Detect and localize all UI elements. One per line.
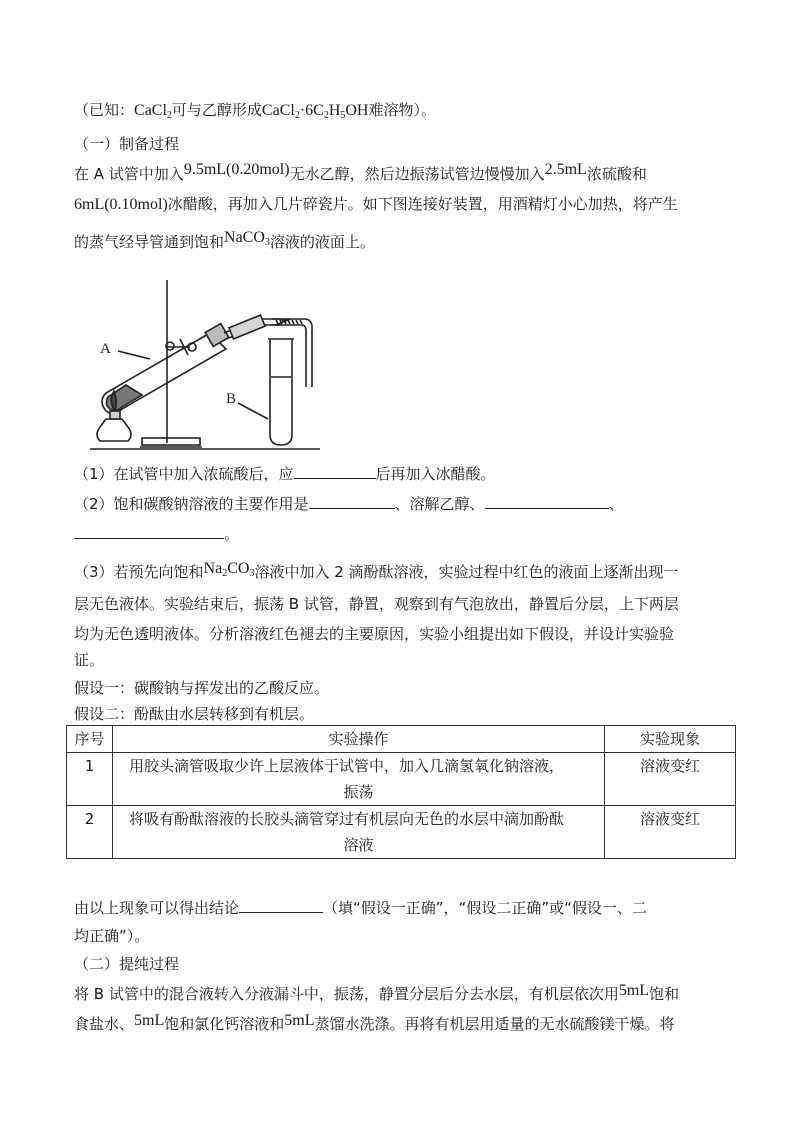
answer-blank-1[interactable] xyxy=(294,464,376,479)
formula-cacl2: CaCl$_2$ xyxy=(134,102,172,121)
purify-line-2: 食盐水、5mL饱和氯化钙溶液和5mL蒸馏水洗涤。再将有机层用适量的无水硫酸镁干燥。将 xyxy=(74,1012,675,1033)
question-3-line-1: （3）若预先向饱和$Na_2CO_3$溶液中加入 2 滴酚酞溶液，实验过程中红色的液面上逐渐出现一 xyxy=(74,560,679,581)
hypothesis-2: 假设二：酚酞由水层转移到有机层。 xyxy=(74,705,315,723)
row-1-phenomenon: 溶液变红 xyxy=(605,753,736,806)
answer-blank-3[interactable] xyxy=(239,898,323,913)
conclusion-line-1: 由以上现象可以得出结论 （填“假设一正确”，“假设二正确”或“假设一、二 xyxy=(74,899,647,917)
alcohol-lamp xyxy=(97,419,131,441)
acid-amount: 2.5mL xyxy=(544,161,587,178)
row-2-no: 2 xyxy=(67,806,113,859)
known-note xyxy=(74,100,436,121)
hypothesis-1: 假设一：碳酸钠与挥发出的乙酸反应。 xyxy=(74,679,330,697)
purify-line-1: 将 B 试管中的混合液转入分液漏斗中，振荡，静置分层后分去水层，有机层依次用5mL饱和 xyxy=(74,982,680,1003)
header-no: 序号 xyxy=(67,726,113,753)
test-tube-b xyxy=(270,339,292,445)
formula-complex: $CaCl_2\cdot 6C_2H_5OH$ xyxy=(261,102,369,121)
known-suffix: 难溶物）。 xyxy=(368,101,436,119)
question-3-line-3: 均为无色透明液体。分析溶液红色褪去的主要原因，实验小组提出如下假设，并设计实验验 xyxy=(74,625,675,643)
question-2: （2）饱和碳酸钠溶液的主要作用是 、溶解乙醇、 、 xyxy=(74,495,624,513)
row-2-operation: 将吸有酚酞溶液的长胶头滴管穿过有机层向无色的水层中滴加酚酞 溶液 xyxy=(113,806,605,859)
formula-na2co3: $Na_2CO_3$ xyxy=(203,560,255,579)
label-a: A xyxy=(100,341,111,357)
question-3-line-4: 证。 xyxy=(74,651,105,669)
question-3-line-2: 层无色液体。实验结束后，振荡 B 试管，静置，观察到有气泡放出，静置后分层，上下两层 xyxy=(74,595,679,613)
header-operation: 实验操作 xyxy=(113,726,605,753)
table-row xyxy=(67,806,736,859)
acetic-amount: 6mL(0.10mol) xyxy=(74,196,168,213)
conclusion-line-2: 均正确”）。 xyxy=(74,927,150,945)
stand-base xyxy=(142,438,200,445)
question-1: （1）在试管中加入浓硫酸后，应 后再加入冰醋酸。 xyxy=(74,465,496,483)
prep-line-2: 6mL(0.10mol)冰醋酸，再加入几片碎瓷片。如下图连接好装置，用酒精灯小心加热，将产生 xyxy=(74,195,678,213)
answer-blank-2a[interactable] xyxy=(309,494,395,509)
prep-line-1: 在 A 试管中加入9.5mL(0.20mol)无水乙醇，然后边振荡试管边慢慢加入2.5mL浓硫酸和 xyxy=(74,161,647,183)
answer-blank-2c[interactable] xyxy=(74,524,224,539)
row-2-phenomenon: 溶液变红 xyxy=(605,806,736,859)
prep-line-3: 的蒸气经导管通到饱和NaCO$_3$溶液的液面上。 xyxy=(74,229,375,251)
question-2-cont: 。 xyxy=(74,524,239,544)
apparatus-figure xyxy=(70,275,350,455)
section1-title: （一）制备过程 xyxy=(74,135,180,153)
table-row xyxy=(67,753,736,806)
known-mid: 可与乙醇形成 xyxy=(171,101,262,119)
table-header-row xyxy=(67,726,736,753)
section2-title: （二）提纯过程 xyxy=(74,955,180,973)
row-1-no: 1 xyxy=(67,753,113,806)
known-prefix: （已知： xyxy=(74,101,135,119)
answer-blank-2b[interactable] xyxy=(485,494,609,509)
ethanol-amount: 9.5mL(0.20mol) xyxy=(183,161,290,178)
header-phenomenon: 实验现象 xyxy=(605,726,736,753)
experiment-table xyxy=(66,725,736,859)
row-1-operation: 用胶头滴管吸取少许上层液体于试管中，加入几滴氢氧化钠溶液， 振荡 xyxy=(113,753,605,806)
formula-naco3: NaCO$_3$ xyxy=(224,229,270,248)
label-b: B xyxy=(226,391,237,407)
